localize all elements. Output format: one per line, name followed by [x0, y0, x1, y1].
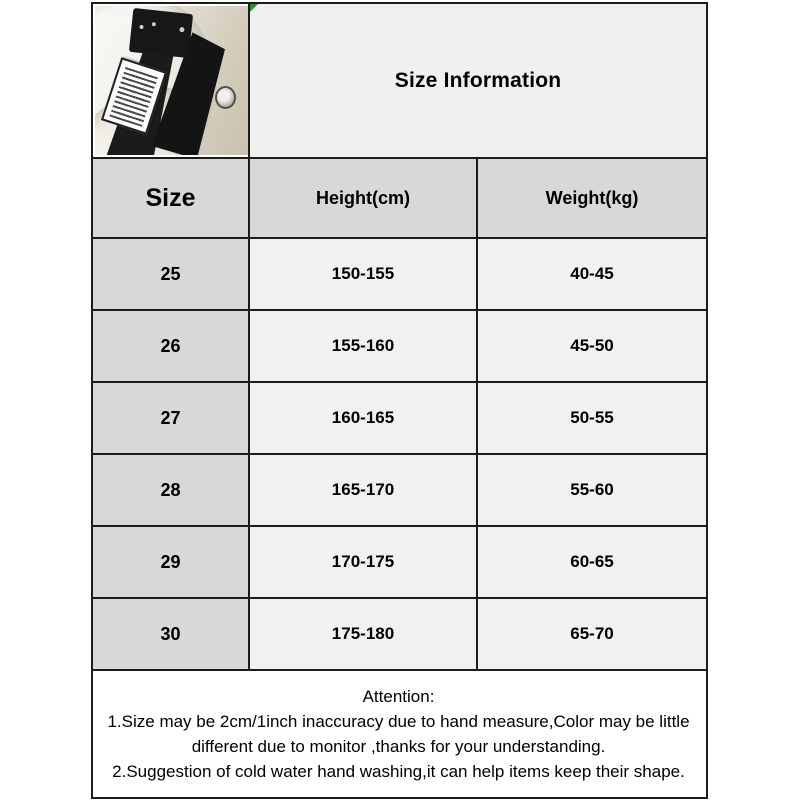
weight-value: 65-70	[477, 598, 707, 670]
height-value: 170-175	[249, 526, 477, 598]
size-value: 30	[92, 598, 249, 670]
size-chart-sheet	[91, 2, 706, 799]
size-value: 25	[92, 238, 249, 310]
pocket-mirror-prop	[215, 86, 236, 109]
cell-corner-marker-icon	[250, 4, 258, 12]
attention-note-2: 2.Suggestion of cold water hand washing,it can help items keep their shape.	[112, 762, 685, 781]
column-header-weight: Weight(kg)	[477, 158, 707, 238]
table-row	[92, 526, 707, 598]
height-value: 155-160	[249, 310, 477, 382]
page-title: Size Information	[394, 68, 562, 92]
table-row	[92, 598, 707, 670]
weight-value: 45-50	[477, 310, 707, 382]
table-row	[92, 382, 707, 454]
height-value: 150-155	[249, 238, 477, 310]
size-value: 26	[92, 310, 249, 382]
height-value: 165-170	[249, 454, 477, 526]
title-cell	[249, 3, 707, 158]
size-value: 29	[92, 526, 249, 598]
size-value: 27	[92, 382, 249, 454]
weight-value: 50-55	[477, 382, 707, 454]
height-value: 160-165	[249, 382, 477, 454]
product-photo	[95, 6, 248, 155]
jeans-button	[179, 27, 184, 32]
weight-value: 40-45	[477, 238, 707, 310]
weight-value: 60-65	[477, 526, 707, 598]
jeans-rivet	[152, 22, 156, 26]
height-value: 175-180	[249, 598, 477, 670]
product-photo-cell	[92, 3, 249, 158]
table-row	[92, 310, 707, 382]
table-row	[92, 238, 707, 310]
attention-note	[92, 670, 707, 798]
weight-value: 55-60	[477, 454, 707, 526]
jeans-waistband	[129, 8, 193, 58]
column-header-size: Size	[92, 158, 249, 238]
size-table	[91, 2, 708, 799]
column-header-height: Height(cm)	[249, 158, 477, 238]
jeans-rivet	[139, 25, 143, 29]
table-row	[92, 454, 707, 526]
attention-heading: Attention:	[362, 687, 435, 706]
attention-note-1: 1.Size may be 2cm/1inch inaccuracy due to hand measure,Color may be little different due to monitor ,thanks for your understanding.	[107, 712, 690, 756]
table-header-row	[92, 158, 707, 238]
card-text-lines	[109, 65, 158, 127]
size-value: 28	[92, 454, 249, 526]
